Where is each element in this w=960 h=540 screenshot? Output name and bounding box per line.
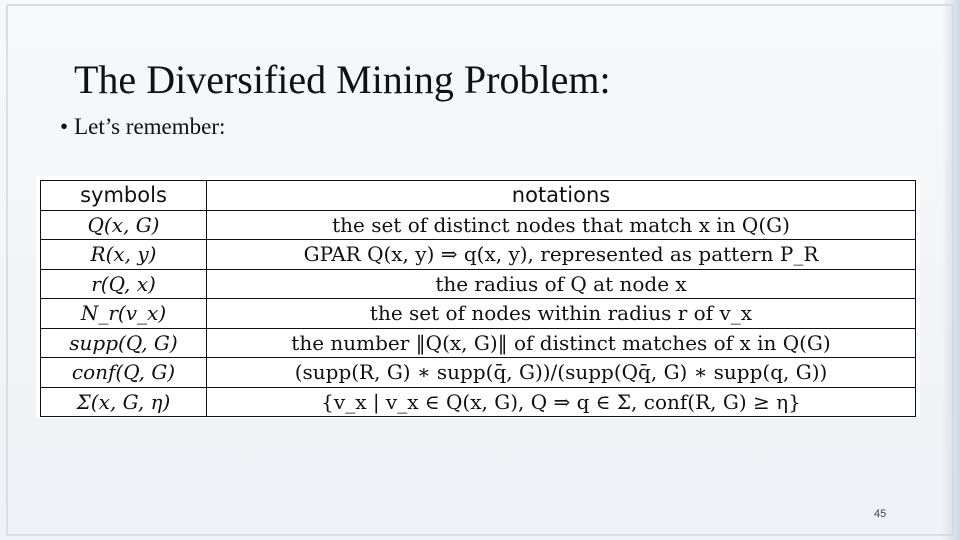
bullet-text: Let’s remember: xyxy=(74,114,226,139)
symbol-cell: N_r(v_x) xyxy=(41,299,207,329)
notation-cell: {v_x | v_x ∈ Q(x, G), Q ⇒ q ∈ Σ, conf(R, G) ≥ η} xyxy=(207,387,916,417)
table-row xyxy=(41,269,916,299)
notation-cell: the number ‖Q(x, G)‖ of distinct matches of x in Q(G) xyxy=(207,328,916,358)
table-row xyxy=(41,387,916,417)
table-row xyxy=(41,328,916,358)
table-row xyxy=(41,358,916,388)
symbol-cell: conf(Q, G) xyxy=(41,358,207,388)
header-symbols: symbols xyxy=(41,181,207,211)
symbol-cell: R(x, y) xyxy=(41,240,207,270)
notation-table-image xyxy=(36,176,920,418)
table-row xyxy=(41,240,916,270)
slide-title: The Diversified Mining Problem: xyxy=(74,57,611,102)
symbol-cell: Q(x, G) xyxy=(41,210,207,240)
bullet-icon: • xyxy=(60,114,69,139)
symbol-cell: Σ(x, G, η) xyxy=(41,387,207,417)
notation-cell: the set of distinct nodes that match x in Q(G) xyxy=(207,210,916,240)
symbol-cell: supp(Q, G) xyxy=(41,328,207,358)
notation-cell: (supp(R, G) ∗ supp(q̄, G))/(supp(Qq̄, G) ∗ supp(q, G)) xyxy=(207,358,916,388)
table-header-row xyxy=(41,181,916,211)
notation-cell: the radius of Q at node x xyxy=(207,269,916,299)
notation-cell: GPAR Q(x, y) ⇒ q(x, y), represented as pattern P_R xyxy=(207,240,916,270)
slide-edge-decoration xyxy=(942,0,960,540)
notation-table xyxy=(40,180,916,417)
header-notations: notations xyxy=(207,181,916,211)
page-number: 45 xyxy=(874,508,887,520)
bullet-item xyxy=(60,114,225,140)
table-row xyxy=(41,210,916,240)
symbol-cell: r(Q, x) xyxy=(41,269,207,299)
notation-cell: the set of nodes within radius r of v_x xyxy=(207,299,916,329)
table-row xyxy=(41,299,916,329)
